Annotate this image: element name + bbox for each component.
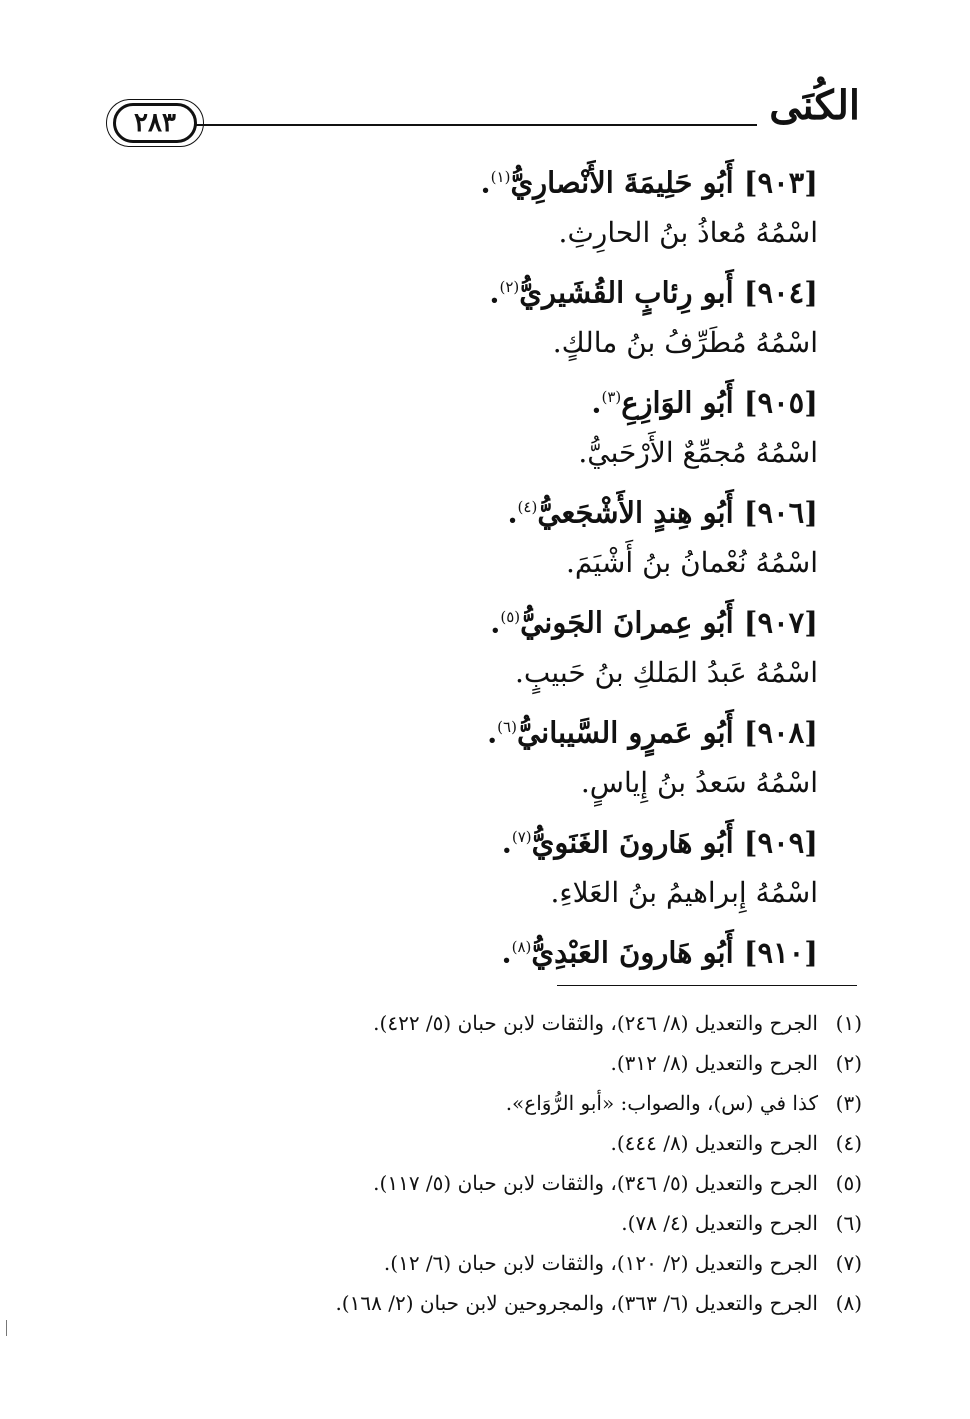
entry-heading: [٩٠٥] أَبُو الوَازِعِ$^{(٣)}$.: [591, 385, 818, 420]
entry-name-line: اسْمُهُ سَعدُ بنُ إِياسٍ.: [580, 766, 818, 799]
entry-heading: [٩٠٤] أَبو رِئابٍ القُشَيريُّ$^{(٢)}$.: [489, 275, 818, 310]
entry-heading: [٩٠٧] أَبُو عِمرانَ الجَونيُّ$^{(٥)}$.: [490, 605, 818, 640]
footnote-text: الجرح والتعديل (٦/ ٣٦٣)، والمجروحين لابن حبان (٢/ ١٦٨).: [335, 1291, 818, 1315]
footnote-separator: [557, 985, 857, 986]
entry-number: [٩٠٧]: [743, 605, 818, 640]
footnote-marker: (٨): [511, 938, 532, 956]
footnote-number: (٥): [835, 1171, 862, 1195]
footnote: [142, 1243, 862, 1283]
entry-name-line: اسْمُهُ مُعاذُ بنُ الحارِثِ.: [558, 216, 818, 249]
entry-name-line: اسْمُهُ مُطَرِّفُ بنُ مالكٍ.: [552, 326, 818, 359]
entry-heading: [٩٠٦] أَبُو هِندٍ الأَشْجَعيُّ$^{(٤)}$.: [507, 495, 818, 530]
footnote: [142, 1003, 862, 1043]
entry-heading: [٩٠٣] أَبُو حَلِيمَةَ الأَنْصارِيُّ$^{(١)}$.: [480, 165, 818, 200]
footnote: [142, 1043, 862, 1083]
entry-number: [٩٠٦]: [743, 495, 818, 530]
footnote-marker: (٣): [601, 388, 622, 406]
footnote-number: (١): [835, 1011, 862, 1035]
entry-name-line: اسْمُهُ عَبدُ المَلكِ بنُ حَبيبٍ.: [515, 656, 818, 689]
footnote-text: الجرح والتعديل (٥/ ٣٤٦)، والثقات لابن حبان (٥/ ١١٧).: [373, 1171, 818, 1195]
footnote-marker: (٦): [497, 718, 517, 736]
entries-list: [138, 150, 818, 975]
footnote: [142, 1083, 862, 1123]
footnote-marker: (٤): [517, 498, 538, 516]
footnote-marker: (١): [490, 168, 511, 186]
running-title: الكُنَى: [769, 82, 860, 129]
entry-kunya: أَبُو هِندٍ الأَشْجَعيُّ: [537, 495, 734, 530]
footnote-marker: (٧): [511, 828, 532, 846]
entry-kunya: أَبُو عِمرانَ الجَونيُّ: [520, 605, 734, 640]
page-number-badge: [113, 103, 197, 143]
footnote-number: (٨): [835, 1291, 862, 1315]
footnote-marker: (٥): [500, 608, 521, 626]
entry-heading: [٩٠٨] أَبُو عَمرٍو السَّيبانيُّ$^{(٦)}$.: [487, 715, 818, 750]
footnote-text: الجرح والتعديل (٢/ ١٢٠)، والثقات لابن حبان (٦/ ١٢).: [383, 1251, 818, 1275]
footnote-text: الجرح والتعديل (٨/ ٢٤٦)، والثقات لابن حبان (٥/ ٤٢٢).: [373, 1011, 818, 1035]
entry-kunya: أَبو رِئابٍ القُشَيريُّ: [519, 275, 734, 310]
margin-mark: [6, 1320, 7, 1336]
entry-number: [٩١٠]: [743, 935, 818, 970]
entry-name-line: اسْمُهُ مُجمِّعٌ الأَرْحَبيُّ.: [578, 436, 818, 469]
entry-name-line: اسْمُهُ إِبراهيمُ بنُ العَلاءِ.: [550, 876, 818, 909]
footnote: [142, 1283, 862, 1323]
entry-number: [٩٠٨]: [743, 715, 818, 750]
footnote-text: كذا في (س)، والصواب: «أبو الرُّوَاع».: [505, 1091, 818, 1115]
footnotes-list: [142, 1003, 862, 1323]
entry-number: [٩٠٣]: [743, 165, 818, 200]
footnote-text: الجرح والتعديل (٨/ ٤٤٤).: [610, 1131, 818, 1155]
entry-name-line: اسْمُهُ نُعْمانُ بنُ أَشْيَمَ.: [565, 546, 818, 579]
footnote: [142, 1203, 862, 1243]
footnote-number: (٧): [835, 1251, 862, 1275]
entry-kunya: أَبُو حَلِيمَةَ الأَنْصارِيُّ: [510, 165, 734, 200]
entry-number: [٩٠٥]: [743, 385, 818, 420]
header-rule: [192, 124, 757, 126]
footnote-text: الجرح والتعديل (٨/ ٣١٢).: [610, 1051, 818, 1075]
footnote-text: الجرح والتعديل (٤/ ٧٨).: [621, 1211, 818, 1235]
entry-kunya: أَبُو الوَازِعِ: [621, 385, 734, 420]
entry-heading: [٩٠٩] أَبُو هَارونَ الغَنَويُّ$^{(٧)}$.: [501, 825, 818, 860]
entry-kunya: أَبُو هَارونَ العَبْدِيُّ: [531, 935, 734, 970]
footnote: [142, 1123, 862, 1163]
entry-kunya: أَبُو عَمرٍو السَّيبانيُّ: [516, 715, 734, 750]
footnote-number: (٤): [835, 1131, 862, 1155]
footnote-number: (٣): [835, 1091, 862, 1115]
entry-number: [٩٠٩]: [743, 825, 818, 860]
footnote-number: (٢): [835, 1051, 862, 1075]
page-number: ٢٨٣: [134, 108, 176, 138]
entry-number: [٩٠٤]: [743, 275, 818, 310]
footnote-marker: (٢): [499, 278, 520, 296]
footnote-number: (٦): [835, 1211, 862, 1235]
footnote: [142, 1163, 862, 1203]
entry-heading: [٩١٠] أَبُو هَارونَ العَبْدِيُّ$^{(٨)}$.: [501, 935, 818, 970]
entry-kunya: أَبُو هَارونَ الغَنَويُّ: [531, 825, 734, 860]
